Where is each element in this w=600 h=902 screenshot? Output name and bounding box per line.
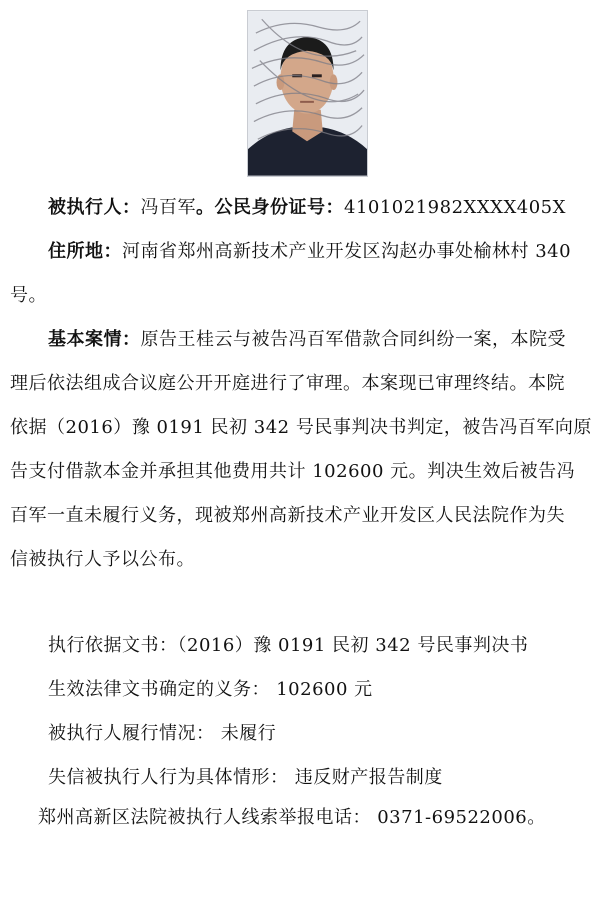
tip-hotline-text: 郑州高新区法院被执行人线索举报电话： 0371-69522006。 bbox=[38, 807, 546, 828]
execution-basis-line bbox=[48, 636, 528, 656]
case-text-2: 理后依法组成合议庭公开开庭进行了审理。本案现已审理终结。本院 bbox=[10, 373, 565, 394]
case-text-4: 告支付借款本金并承担其他费用共计 102600 元。判决生效后被告冯 bbox=[10, 461, 576, 482]
address-line-1 bbox=[48, 242, 571, 262]
case-label: 基本案情： bbox=[48, 329, 141, 350]
portrait-image bbox=[248, 11, 367, 176]
tip-hotline-line bbox=[38, 808, 546, 828]
case-line-3 bbox=[10, 418, 592, 438]
obligation-line bbox=[48, 680, 373, 700]
case-text-3: 依据（2016）豫 0191 民初 342 号民事判决书判定，被告冯百军向原 bbox=[10, 417, 592, 438]
case-text-6: 信被执行人予以公布。 bbox=[10, 549, 195, 570]
case-text-1: 原告王桂云与被告冯百军借款合同纠纷一案，本院受 bbox=[140, 329, 566, 350]
dishonest-behavior-text: 失信被执行人行为具体情形： 违反财产报告制度 bbox=[48, 767, 443, 788]
execution-basis-text: 执行依据文书：（2016）豫 0191 民初 342 号民事判决书 bbox=[48, 635, 529, 656]
id-number-label: 。公民身份证号： bbox=[196, 197, 344, 218]
case-line-1 bbox=[48, 330, 566, 350]
case-line-4 bbox=[10, 462, 575, 482]
address-line-2 bbox=[10, 286, 47, 306]
address-text-continued: 号。 bbox=[10, 285, 47, 306]
address-text: 河南省郑州高新技术产业开发区沟赵办事处榆林村 340 bbox=[122, 241, 572, 262]
dishonest-behavior-line bbox=[48, 768, 443, 788]
subject-line bbox=[48, 198, 566, 218]
performance-status-text: 被执行人履行情况： 未履行 bbox=[48, 723, 277, 744]
case-line-6 bbox=[10, 550, 195, 570]
subject-name: 冯百军 bbox=[140, 197, 196, 218]
obligation-text: 生效法律文书确定的义务： 102600 元 bbox=[48, 679, 373, 700]
performance-status-line bbox=[48, 724, 276, 744]
id-number-value: 4101021982XXXX405X bbox=[344, 197, 566, 218]
case-line-5 bbox=[10, 506, 565, 526]
case-text-5: 百军一直未履行义务，现被郑州高新技术产业开发区人民法院作为失 bbox=[10, 505, 565, 526]
subject-label: 被执行人： bbox=[48, 197, 141, 218]
address-label: 住所地： bbox=[48, 241, 122, 262]
subject-portrait-photo bbox=[247, 10, 368, 177]
case-line-2 bbox=[10, 374, 565, 394]
